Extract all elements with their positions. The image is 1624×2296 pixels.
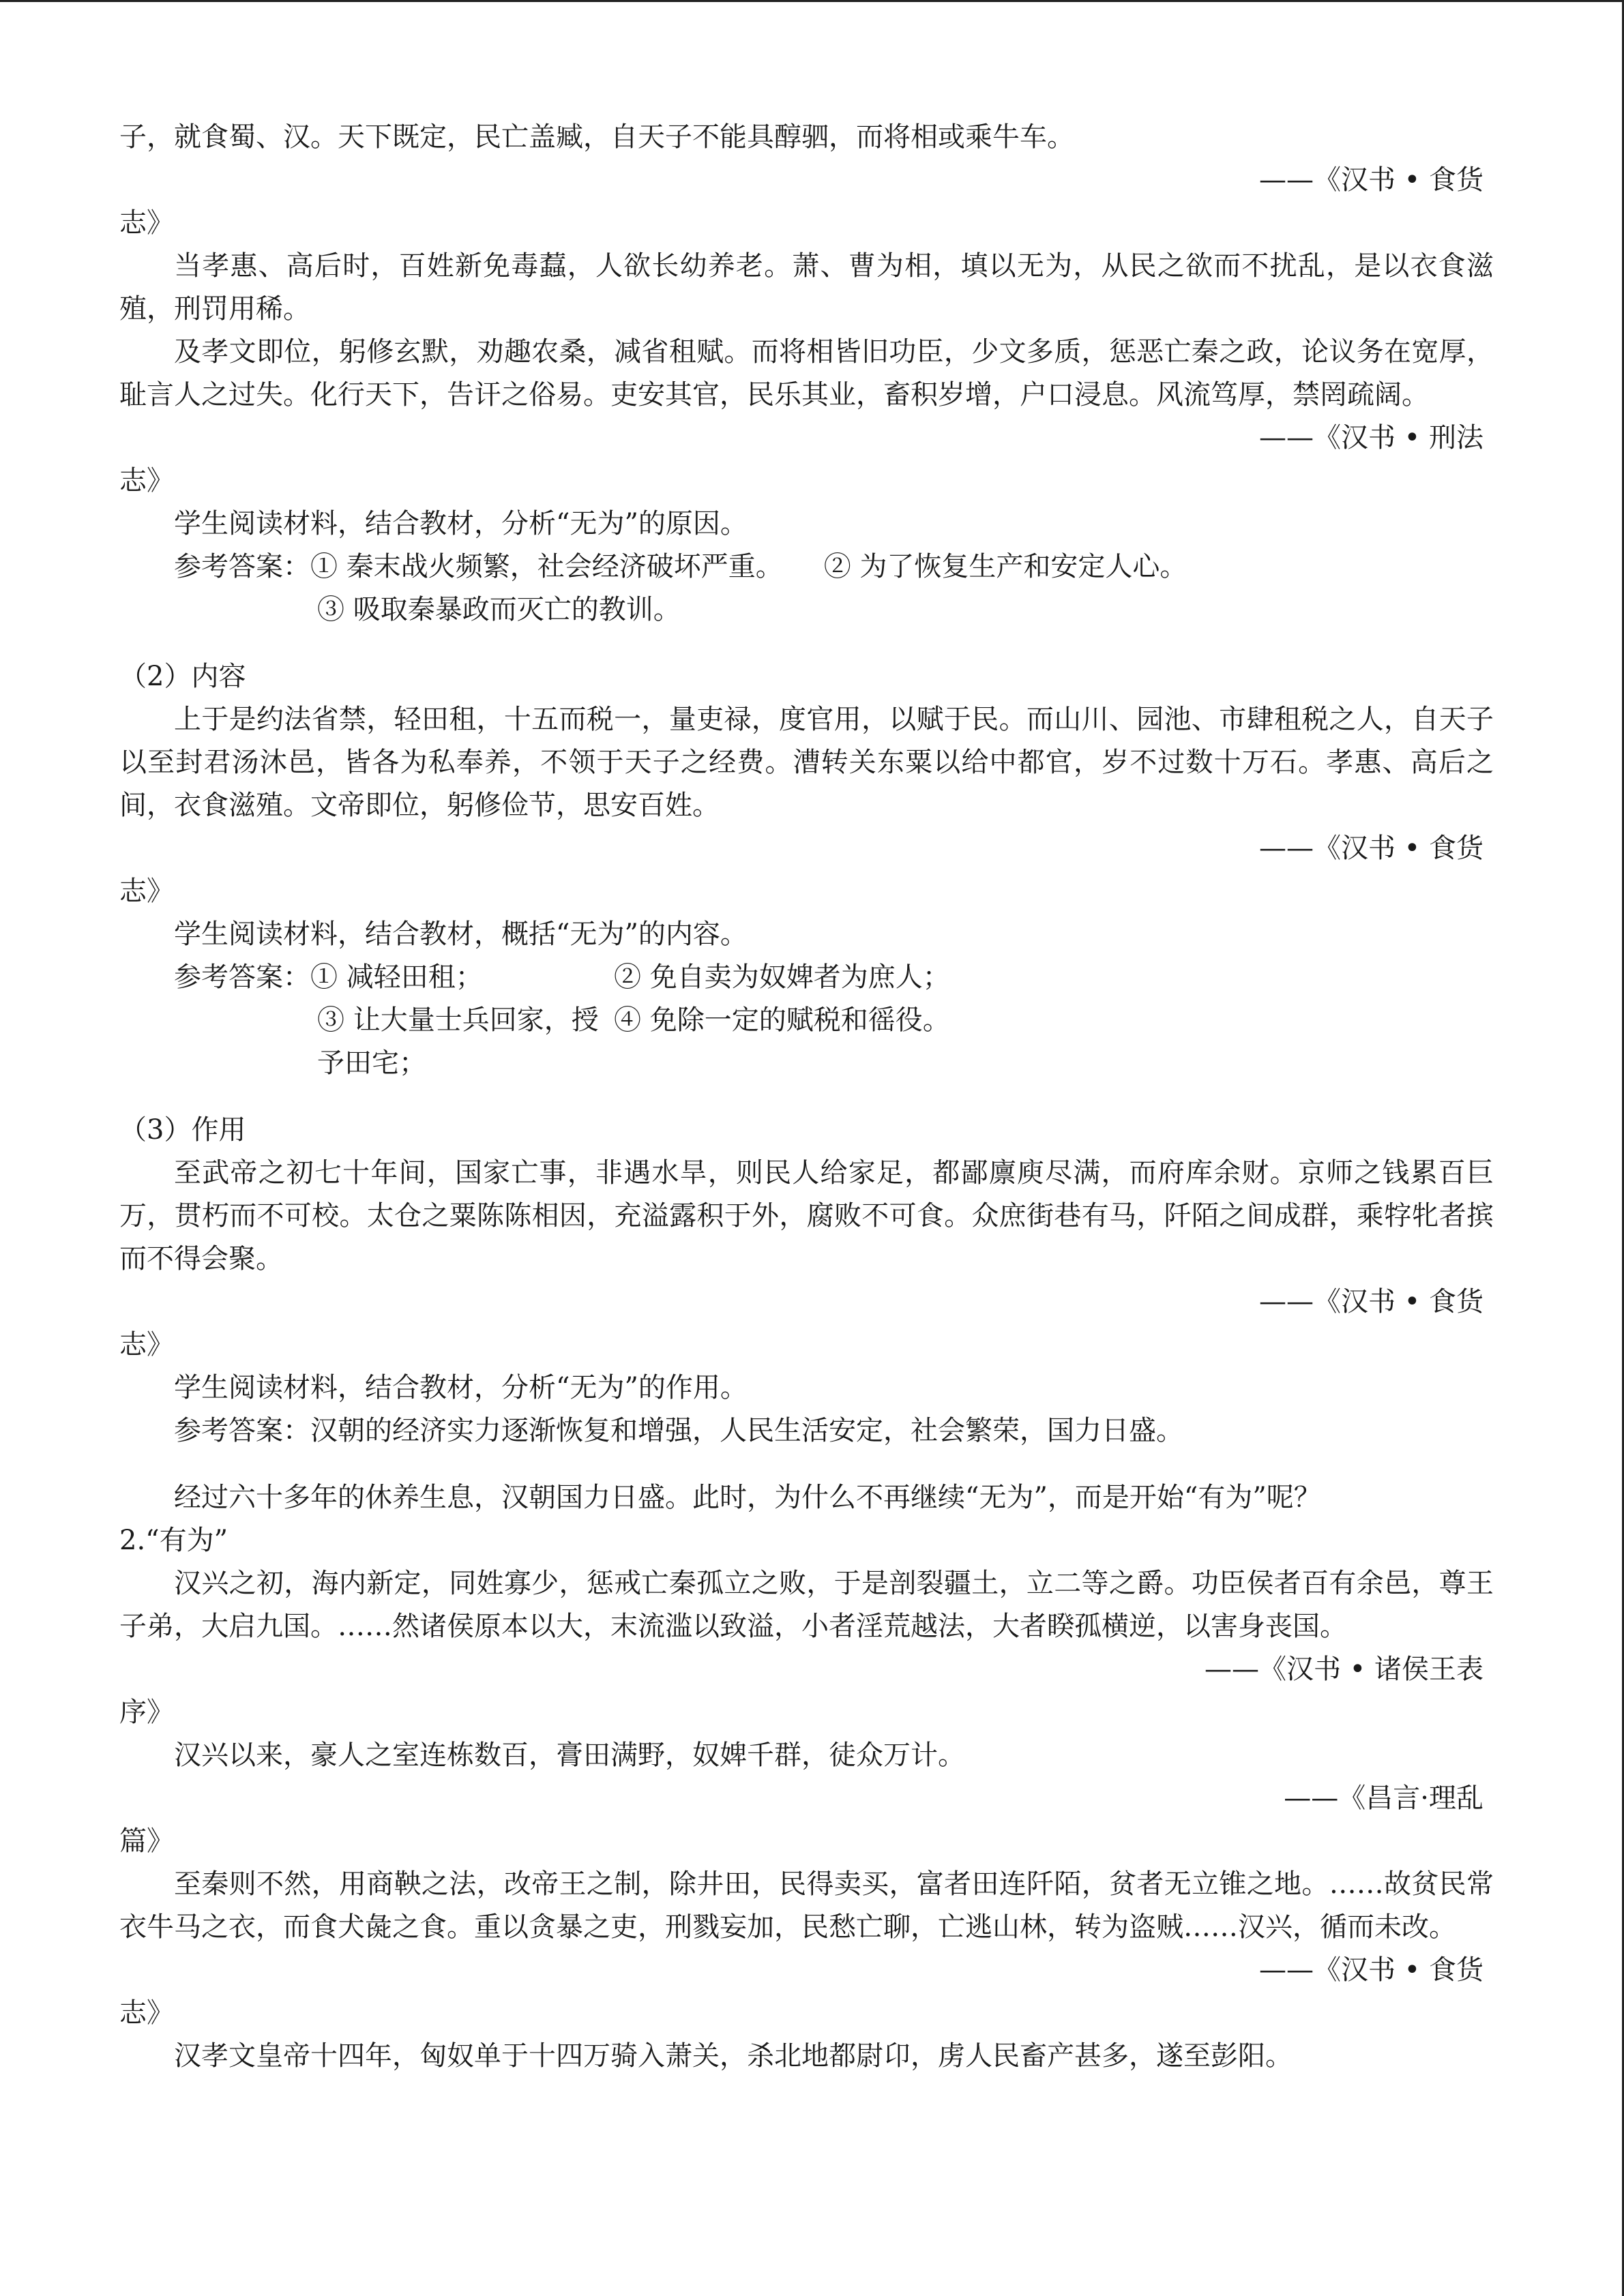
- passage-text: 及孝文即位，躬修玄默，劝趣农桑，减省租赋。而将相皆旧功臣，少文多质，惩恶亡秦之政，论议务在宽厚，耻言人之过失。化行天下，告讦之俗易。吏安其官，民乐其业，畜积岁增，户口浸息。风流笃厚，禁罔疏阔。: [119, 336, 1494, 411]
- answer-line: [119, 546, 1494, 588]
- passage-text: 汉兴之初，海内新定，同姓寡少，惩戒亡秦孤立之败，于是剖裂疆土，立二等之爵。功臣侯者百有余邑，尊王子弟，大启九国。……然诸侯原本以大，末流滥以致溢，小者淫荒越法，大者睽孤横逆，以害身丧国。: [119, 1568, 1494, 1642]
- answer-item: ③ 吸取秦暴政而灭亡的教训。: [317, 594, 681, 625]
- source-citation-continuation: 志》: [119, 876, 174, 907]
- source-citation-continuation: 序》: [119, 1697, 174, 1728]
- passage-text: 汉孝文皇帝十四年，匈奴单于十四万骑入萧关，杀北地都尉卬，虏人民畜产甚多，遂至彭阳。: [174, 2040, 1293, 2072]
- answer-item: ② 免自卖为奴婢者为庶人；: [614, 961, 950, 993]
- answer-item: ④ 免除一定的赋税和徭役。: [614, 1004, 950, 1036]
- source-citation: ——《汉书 • 食货: [1258, 1954, 1483, 1986]
- section-heading: （2）内容: [119, 661, 246, 692]
- passage-text: 当孝惠、高后时，百姓新免毒蠚，人欲长幼养老。萧、曹为相，填以无为，从民之欲而不扰乱，是以衣食滋殖，刑罚用稀。: [119, 250, 1494, 325]
- answer-item: ② 为了恢复生产和安定人心。: [823, 551, 1187, 582]
- source-citation: ——《汉书 • 食货: [1258, 164, 1483, 196]
- transition-question: 经过六十多年的休养生息，汉朝国力日盛。此时，为什么不再继续“无为”，而是开始“有为”呢？: [174, 1482, 1321, 1513]
- answer-item: ③ 让大量士兵回家，授予田宅；: [317, 1004, 599, 1079]
- section-heading: 2.“有为”: [119, 1525, 228, 1556]
- source-citation-continuation: 篇》: [119, 1825, 174, 1857]
- answer-row: [119, 956, 1494, 999]
- answer-lead: 参考答案：: [174, 551, 310, 582]
- answer-line: 参考答案：汉朝的经济实力逐渐恢复和增强，人民生活安定，社会繁荣，国力日盛。: [174, 1415, 1183, 1446]
- source-citation: ——《汉书 • 诸侯王表: [1204, 1654, 1483, 1685]
- answer-lead: 参考答案：: [174, 961, 310, 993]
- question-text: 学生阅读材料，结合教材，概括“无为”的内容。: [174, 919, 748, 950]
- source-citation: ——《汉书 • 食货: [1258, 1286, 1483, 1317]
- question-text: 学生阅读材料，结合教材，分析“无为”的作用。: [174, 1372, 748, 1403]
- passage-text: 至武帝之初七十年间，国家亡事，非遇水旱，则民人给家足，都鄙廪庾尽满，而府库余财。京师之钱累百巨万，贯朽而不可校。太仓之粟陈陈相因，充溢露积于外，腐败不可食。众庶街巷有马，阡陌之间成群，乘牸牝者摈而不得会聚。: [119, 1157, 1494, 1274]
- source-citation: ——《汉书 • 刑法: [1258, 422, 1483, 453]
- source-citation-continuation: 志》: [119, 1329, 174, 1360]
- question-text: 学生阅读材料，结合教材，分析“无为”的原因。: [174, 508, 748, 539]
- source-citation: ——《汉书 • 食货: [1258, 833, 1483, 864]
- document-page: [119, 116, 1494, 2078]
- page-border-top: [0, 0, 1624, 2]
- source-citation-continuation: 志》: [119, 207, 174, 239]
- passage-text: 至秦则不然，用商鞅之法，改帝王之制，除井田，民得卖买，富者田连阡陌，贫者无立锥之地。……故贫民常衣牛马之衣，而食犬彘之食。重以贪暴之吏，刑戮妄加，民愁亡聊，亡逃山林，转为盗贼……汉兴，循而未改。: [119, 1868, 1494, 1943]
- passage-text: 上于是约法省禁，轻田租，十五而税一，量吏禄，度官用，以赋于民。而山川、园池、市肆租税之人，自天子以至封君汤沐邑，皆各为私奉养，不领于天子之经费。漕转关东粟以给中都官，岁不过数十万石。孝惠、高后之间，衣食滋殖。文帝即位，躬修俭节，思安百姓。: [119, 704, 1494, 821]
- section-heading: （3）作用: [119, 1114, 246, 1146]
- passage-text: 子，就食蜀、汉。天下既定，民亡盖臧，自天子不能具醇驷，而将相或乘牛车。: [119, 121, 1074, 153]
- source-citation-continuation: 志》: [119, 465, 174, 496]
- answer-item: ① 减轻田租；: [310, 961, 483, 993]
- source-citation: ——《昌言·理乱: [1284, 1783, 1483, 1814]
- answer-row: [119, 999, 1494, 1085]
- answer-item: ① 秦末战火频繁，社会经济破坏严重。: [310, 551, 783, 582]
- source-citation-continuation: 志》: [119, 1997, 174, 2029]
- passage-text: 汉兴以来，豪人之室连栋数百，膏田满野，奴婢千群，徒众万计。: [174, 1740, 965, 1771]
